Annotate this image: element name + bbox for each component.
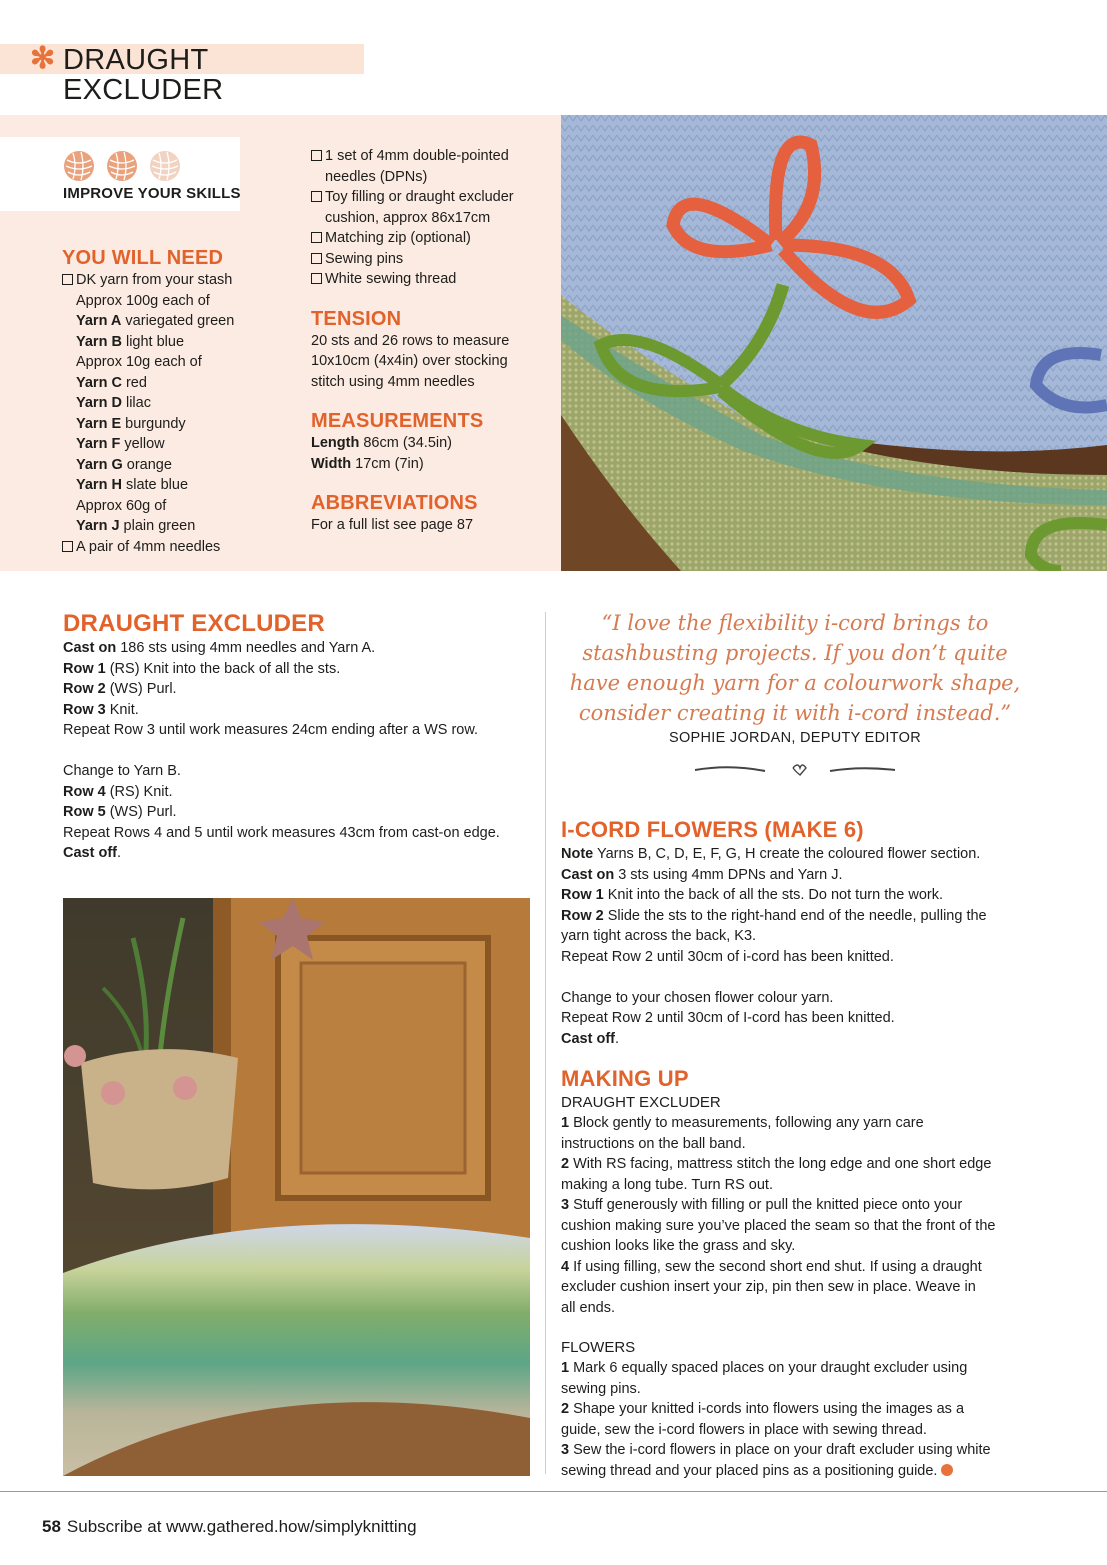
material-yarn-label: Yarn D xyxy=(76,395,122,411)
instruction-line-label: Cast off xyxy=(561,1030,615,1047)
material-item xyxy=(311,146,551,167)
step-line xyxy=(561,1399,1041,1420)
material-text: White sewing thread xyxy=(325,271,457,287)
material-item xyxy=(311,228,551,249)
step-line-text: Block gently to measurements, following any yarn care xyxy=(569,1115,924,1131)
material-text: cushion, approx 86x17cm xyxy=(325,209,491,226)
instruction-line-label: Row 1 xyxy=(63,660,106,677)
step-line-label: 1 xyxy=(561,1115,570,1131)
instruction-line xyxy=(63,761,543,782)
material-text: DK yarn from your stash xyxy=(76,272,233,288)
material-text: burgundy xyxy=(121,415,186,432)
material-text: slate blue xyxy=(121,477,189,493)
material-item xyxy=(62,311,302,332)
instruction-line-text: Knit. xyxy=(105,701,139,718)
step-line xyxy=(561,1440,1041,1461)
tension-line: 20 sts and 26 rows to measure xyxy=(311,332,510,349)
instruction-line-label: Row 1 xyxy=(561,887,604,903)
step-line-label: 2 xyxy=(561,1156,570,1172)
instruction-line-label: Cast off xyxy=(63,845,117,861)
measurement-label: Width xyxy=(311,455,352,472)
instruction-line xyxy=(63,741,543,762)
material-text: 1 set of 4mm double-pointed xyxy=(325,148,509,164)
step-line-text: Mark 6 equally spaced places on your draught excluder using xyxy=(569,1360,968,1376)
material-text: Matching zip (optional) xyxy=(325,230,471,246)
step-line-text: Shape your knitted i-cords into flowers using the images as a xyxy=(569,1401,965,1417)
step-line-text: cushion making sure you’ve placed the seam so that the front of the xyxy=(561,1217,996,1234)
instruction-line-label: Row 3 xyxy=(63,701,106,718)
instruction-line-text: (WS) Purl. xyxy=(105,681,177,697)
material-text: Toy filling or draught excluder xyxy=(325,189,514,205)
instruction-line-label: Row 4 xyxy=(63,783,106,800)
instruction-line xyxy=(561,947,1041,968)
material-yarn-label: Yarn E xyxy=(76,415,122,432)
materials-list-continued xyxy=(311,146,551,290)
instruction-line xyxy=(63,782,543,803)
instructions-column xyxy=(561,816,1041,1481)
tension-line: 10x10cm (4x4in) over stocking xyxy=(311,353,508,369)
instruction-line xyxy=(561,1029,1041,1050)
material-text: plain green xyxy=(119,518,196,534)
tension-heading: TENSION xyxy=(311,307,402,330)
checkbox-icon xyxy=(62,274,73,285)
step-line xyxy=(561,1257,1041,1278)
material-text: variegated green xyxy=(121,313,235,329)
step-line-text: With RS facing, mattress stitch the long edge and one short edge xyxy=(569,1156,992,1172)
footer-rule xyxy=(0,1491,1107,1492)
material-item xyxy=(62,291,302,312)
instruction-line xyxy=(561,906,1041,927)
instruction-line-text: Slide the sts to the right-hand end of the needle, pulling the xyxy=(603,907,987,924)
instruction-line-text: Repeat Row 2 until 30cm of I-cord has been knitted. xyxy=(561,1010,895,1026)
quote-author: SOPHIE JORDAN, DEPUTY EDITOR xyxy=(669,730,921,746)
instruction-line-text: (RS) Knit. xyxy=(105,783,173,800)
material-item xyxy=(62,496,302,517)
material-text: orange xyxy=(122,456,172,473)
instruction-line-label: Row 5 xyxy=(63,804,106,820)
material-yarn-label: Yarn J xyxy=(76,518,120,534)
instruction-line-label: Note xyxy=(561,846,594,862)
instruction-line xyxy=(561,865,1041,886)
instruction-line-text: Change to Yarn B. xyxy=(63,763,181,779)
step-line xyxy=(561,1216,1041,1237)
column-divider xyxy=(545,612,546,1474)
instruction-line-text: (RS) Knit into the back of all the sts. xyxy=(105,660,341,677)
step-line-label: 3 xyxy=(561,1197,570,1213)
making-up-heading: MAKING UP xyxy=(561,1066,689,1091)
tension-line: stitch using 4mm needles xyxy=(311,373,475,390)
step-line xyxy=(561,1195,1041,1216)
step-line-text: Sew the i-cord flowers in place on your draft excluder using white xyxy=(569,1442,991,1458)
instruction-line xyxy=(561,967,1041,988)
materials-continued-section xyxy=(311,146,551,536)
icord-instructions xyxy=(561,844,1041,1049)
yarn-ball-icon xyxy=(63,150,95,182)
material-text: needles (DPNs) xyxy=(325,168,428,185)
section-header-bar xyxy=(0,42,364,106)
instruction-line xyxy=(63,679,543,700)
instruction-line xyxy=(63,843,543,864)
measurement xyxy=(311,433,551,454)
material-text: Sewing pins xyxy=(325,250,404,267)
step-line-text: sewing thread and your placed pins as a positioning guide. xyxy=(561,1462,938,1479)
draught-excluder-heading: DRAUGHT EXCLUDER xyxy=(63,610,325,637)
step-line-text: making a long tube. Turn RS out. xyxy=(561,1176,773,1193)
material-item xyxy=(62,414,302,435)
step-line-text: instructions on the ball band. xyxy=(561,1135,746,1152)
step-line xyxy=(561,1298,1041,1319)
measurements-text xyxy=(311,433,551,474)
material-yarn-label: Yarn G xyxy=(76,456,123,473)
step-line-label: 3 xyxy=(561,1442,570,1458)
step-line-text: excluder cushion insert your zip, pin then sew in place. Weave in xyxy=(561,1279,976,1295)
material-item xyxy=(62,352,302,373)
checkbox-icon xyxy=(311,253,322,264)
door-draught-excluder-photo xyxy=(63,898,530,1476)
checkbox-icon xyxy=(311,273,322,284)
skills-label: IMPROVE YOUR SKILLS xyxy=(63,185,241,202)
footer xyxy=(42,1517,417,1537)
material-item xyxy=(62,455,302,476)
step-line-text: If using filling, sew the second short end shut. If using a draught xyxy=(569,1258,982,1275)
material-item xyxy=(311,269,551,290)
instruction-line xyxy=(63,823,543,844)
subscribe-link[interactable]: Subscribe at www.gathered.how/simplyknitting xyxy=(66,1517,417,1536)
instruction-line xyxy=(561,1008,1041,1029)
instruction-line xyxy=(63,720,543,741)
step-line xyxy=(561,1277,1041,1298)
material-item xyxy=(62,393,302,414)
measurement-text: 17cm (7in) xyxy=(351,455,424,472)
instruction-line xyxy=(561,988,1041,1009)
material-text: Approx 60g of xyxy=(76,497,167,514)
step-line xyxy=(561,1134,1041,1155)
instruction-line xyxy=(561,926,1041,947)
step-line xyxy=(561,1358,1041,1379)
material-yarn-label: Yarn F xyxy=(76,436,121,452)
making-up-steps xyxy=(561,1113,1041,1318)
heart-flourish-icon xyxy=(690,758,900,780)
instruction-line-label: Row 2 xyxy=(561,907,604,924)
step-line-label: 1 xyxy=(561,1360,570,1376)
step-line xyxy=(561,1175,1041,1196)
flowers-steps xyxy=(561,1358,1041,1481)
instruction-line-text: (WS) Purl. xyxy=(105,804,177,820)
page-number: 58 xyxy=(42,1517,61,1536)
instruction-line-text: Yarns B, C, D, E, F, G, H create the coloured flower section. xyxy=(593,846,981,862)
material-item xyxy=(311,167,551,188)
step-line-label: 2 xyxy=(561,1401,570,1417)
material-item xyxy=(311,249,551,270)
material-text: A pair of 4mm needles xyxy=(76,538,221,555)
draught-excluder-instructions xyxy=(63,638,543,864)
material-item xyxy=(62,332,302,353)
material-text: Approx 10g each of xyxy=(76,354,202,370)
material-item xyxy=(311,187,551,208)
instruction-line-text: Repeat Row 3 until work measures 24cm ending after a WS row. xyxy=(63,722,479,738)
instruction-line xyxy=(63,700,543,721)
pull-quote: “I love the flexibility i-cord brings to stashbusting projects. If you don’t quite have enough yarn for a colourwork shape, consider creating it with i-cord instead.” xyxy=(569,611,1021,725)
material-item xyxy=(62,373,302,394)
material-item xyxy=(62,475,302,496)
abbreviations-text: For a full list see page 87 xyxy=(311,517,474,533)
material-item xyxy=(62,537,302,558)
instruction-line-label: Cast on xyxy=(63,640,117,656)
step-line xyxy=(561,1420,1041,1441)
material-text: red xyxy=(121,374,147,391)
material-item xyxy=(62,434,302,455)
end-yarn-ball-icon xyxy=(941,1464,953,1476)
material-item xyxy=(311,208,551,229)
material-item xyxy=(62,270,302,291)
step-line-label: 4 xyxy=(561,1258,570,1275)
instruction-line-text: 186 sts using 4mm needles and Yarn A. xyxy=(116,640,376,656)
instruction-line xyxy=(63,638,543,659)
knitted-flower-photo xyxy=(561,115,1107,571)
yarn-ball-icon xyxy=(106,150,138,182)
instruction-line-text: . xyxy=(614,1030,620,1047)
material-yarn-label: Yarn A xyxy=(76,313,122,329)
measurement-label: Length xyxy=(311,435,360,451)
material-yarn-label: Yarn C xyxy=(76,374,122,391)
instruction-line-label: Cast on xyxy=(561,866,615,883)
instruction-line xyxy=(561,844,1041,865)
instruction-line-text: Repeat Rows 4 and 5 until work measures 43cm from cast-on edge. xyxy=(63,824,500,841)
instruction-line xyxy=(63,802,543,823)
material-text: lilac xyxy=(121,395,151,411)
making-up-subheading-flowers: FLOWERS xyxy=(561,1339,636,1356)
step-line xyxy=(561,1461,1041,1482)
instruction-line-text: Repeat Row 2 until 30cm of i-cord has been knitted. xyxy=(561,948,894,965)
step-line xyxy=(561,1154,1041,1175)
step-line xyxy=(561,1379,1041,1400)
page-title: DRAUGHT EXCLUDER xyxy=(63,44,224,106)
material-item xyxy=(62,516,302,537)
material-text: Approx 100g each of xyxy=(76,292,210,309)
measurement-text: 86cm (34.5in) xyxy=(359,435,453,451)
icord-flowers-heading: I-CORD FLOWERS (MAKE 6) xyxy=(561,817,864,842)
instruction-line-text: . xyxy=(116,845,122,861)
material-text: yellow xyxy=(120,436,165,452)
asterisk-flower-icon: ✻ xyxy=(30,42,56,75)
making-up-subheading-draught: DRAUGHT EXCLUDER xyxy=(561,1094,721,1111)
instruction-line xyxy=(561,885,1041,906)
step-line xyxy=(561,1236,1041,1257)
checkbox-icon xyxy=(62,541,73,552)
checkbox-icon xyxy=(311,232,322,243)
instruction-line-text: yarn tight across the back, K3. xyxy=(561,928,757,944)
abbreviations-heading: ABBREVIATIONS xyxy=(311,492,478,514)
material-text: light blue xyxy=(121,333,185,350)
instruction-line-text: Change to your chosen flower colour yarn. xyxy=(561,989,834,1006)
material-yarn-label: Yarn H xyxy=(76,477,122,493)
instruction-line-text: 3 sts using 4mm DPNs and Yarn J. xyxy=(614,866,843,883)
yarn-ball-icon xyxy=(149,150,181,182)
step-line-text: sewing pins. xyxy=(561,1380,641,1397)
step-line-text: guide, sew the i-cord flowers in place with sewing thread. xyxy=(561,1421,927,1438)
step-line-text: Stuff generously with filling or pull the knitted piece onto your xyxy=(569,1197,963,1213)
step-line xyxy=(561,1113,1041,1134)
material-yarn-label: Yarn B xyxy=(76,333,122,350)
you-will-need-section xyxy=(62,246,302,557)
step-line-text: cushion looks like the grass and sky. xyxy=(561,1238,796,1254)
checkbox-icon xyxy=(311,150,322,161)
measurement xyxy=(311,454,551,475)
tension-text xyxy=(311,331,551,393)
instruction-line xyxy=(63,659,543,680)
you-will-need-heading: YOU WILL NEED xyxy=(62,247,224,269)
draught-excluder-section xyxy=(63,610,543,864)
materials-list xyxy=(62,270,302,557)
step-line-text: all ends. xyxy=(561,1299,616,1316)
checkbox-icon xyxy=(311,191,322,202)
measurements-heading: MEASUREMENTS xyxy=(311,410,484,432)
instruction-line-text: Knit into the back of all the sts. Do not turn the work. xyxy=(603,887,944,903)
instruction-line-label: Row 2 xyxy=(63,681,106,697)
